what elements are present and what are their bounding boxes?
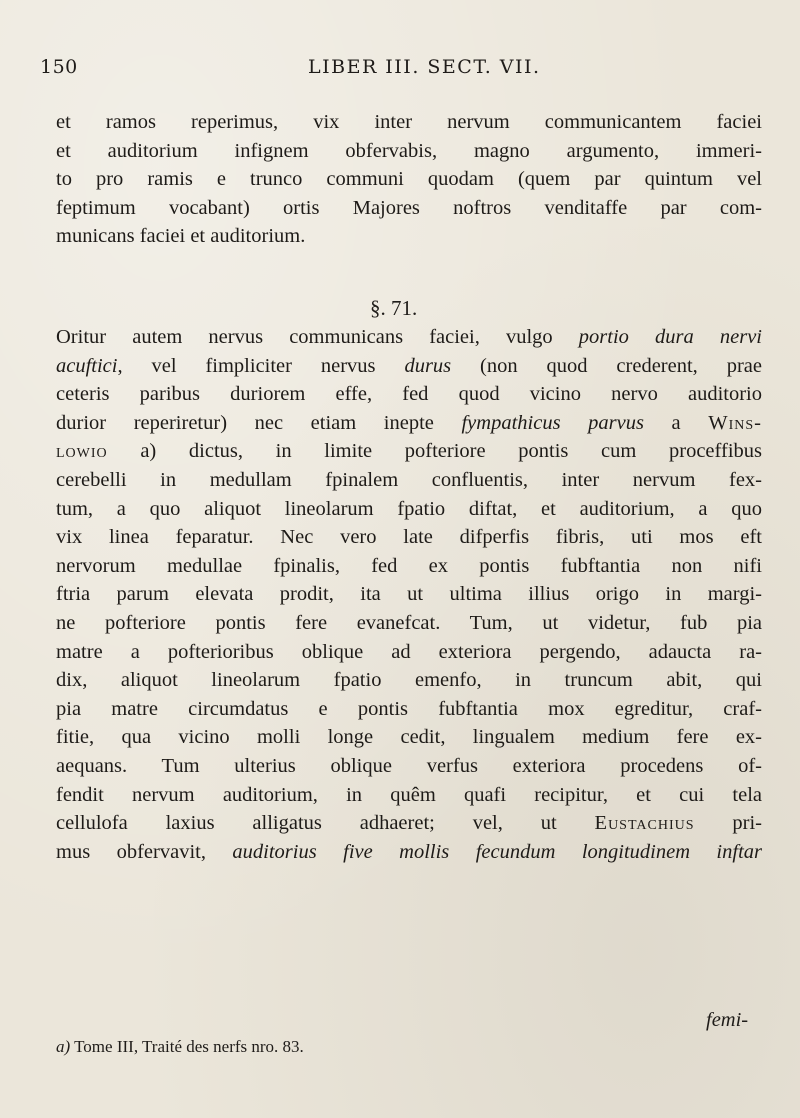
text-run: (non quod crederent, prae xyxy=(451,354,762,377)
text-line xyxy=(56,409,762,438)
text-run: durior reperiretur) nec etiam inepte xyxy=(56,411,462,434)
text-run: pri- xyxy=(694,812,762,835)
text-run: , vel fimpliciter nervus xyxy=(117,354,405,377)
footnote-text: Tome III, Traité des nerfs nro. 83. xyxy=(70,1037,304,1056)
text-line xyxy=(56,838,762,867)
section-number: §. 71. xyxy=(370,296,418,320)
text-line: ne pofteriore pontis fere evanefcat. Tum, ut videtur, fub pia xyxy=(56,611,762,634)
footnote-mark: a) xyxy=(56,1037,71,1056)
text-line: nervorum medullae fpinalis, fed ex pontis fubftantia non nifi xyxy=(56,554,762,577)
text-line: et auditorium infignem obfervabis, magno argumento, immeri- xyxy=(56,139,762,162)
text-run: a) dictus, in limite pofteriore pontis cum proceffibus xyxy=(107,440,762,463)
text-line: pia matre circumdatus e pontis fubftantia mox egreditur, craf- xyxy=(56,697,762,720)
text-line xyxy=(56,809,762,838)
text-line: ceteris paribus duriorem effe, fed quod vicino nervo auditorio xyxy=(56,383,762,406)
text-line: fendit nervum auditorium, in quêm quafi recipitur, et cui tela xyxy=(56,783,762,806)
running-head xyxy=(40,56,780,86)
catchword: femi- xyxy=(706,1009,749,1031)
text-line: cerebelli in medullam fpinalem confluentis, inter nervum fex- xyxy=(56,468,762,491)
running-title: LIBER III. SECT. VII. xyxy=(308,56,541,78)
text-run: Oritur autem nervus communicans faciei, vulgo xyxy=(56,326,579,348)
text-line xyxy=(56,352,762,381)
text-line: matre a pofterioribus oblique ad exteriora pergendo, adaucta ra- xyxy=(56,640,762,663)
paragraph-2 xyxy=(56,323,762,866)
author-name: Wins- xyxy=(708,411,762,434)
text-line: municans faciei et auditorium. xyxy=(56,225,306,248)
italic-term: fympathicus parvus xyxy=(461,411,644,434)
footnote xyxy=(56,1037,304,1057)
italic-term: auditorius five mollis fecundum longitudinem inftar xyxy=(232,840,762,863)
text-run: a xyxy=(643,411,709,434)
text-line: vix linea feparatur. Nec vero late difperfis fibris, uti mos eft xyxy=(56,526,762,549)
text-line: et ramos reperimus, vix inter nervum communicantem faciei xyxy=(56,111,762,133)
text-run: cellulofa laxius alligatus adhaeret; vel, ut xyxy=(56,812,595,835)
italic-term: acuftici xyxy=(56,354,118,377)
text-line xyxy=(56,323,762,352)
text-line: feptimum vocabant) ortis Majores noftros venditaffe par com- xyxy=(56,196,762,219)
text-line: fitie, qua vicino molli longe cedit, lingualem medium fere ex- xyxy=(56,726,762,749)
text-line: ftria parum elevata prodit, ita ut ultima illius origo in margi- xyxy=(56,583,762,606)
text-line: to pro ramis e trunco communi quodam (quem par quintum vel xyxy=(56,168,762,191)
page-number: 150 xyxy=(40,56,78,78)
text-line xyxy=(56,437,762,466)
author-name: Eustachius xyxy=(594,812,695,835)
paragraph-1 xyxy=(56,108,762,251)
italic-term: portio dura nervi xyxy=(578,326,762,348)
text-run: mus obfervavit, xyxy=(56,840,233,863)
italic-term: durus xyxy=(404,354,452,377)
author-name: lowio xyxy=(56,440,108,463)
text-line: aequans. Tum ulterius oblique verfus exteriora procedens of- xyxy=(56,754,762,777)
text-line: tum, a quo aliquot lineolarum fpatio diftat, et auditorium, a quo xyxy=(56,497,762,520)
text-line: dix, aliquot lineolarum fpatio emenfo, in truncum abit, qui xyxy=(56,669,762,692)
